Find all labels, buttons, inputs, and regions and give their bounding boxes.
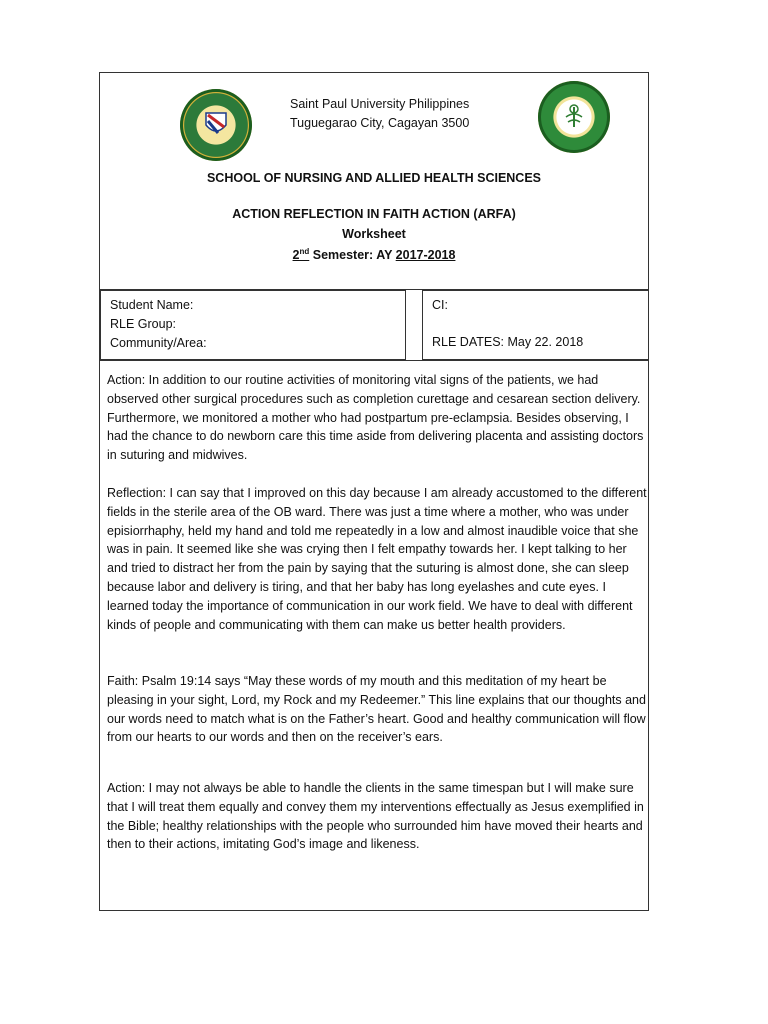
semester-label: Semester: AY (309, 248, 396, 263)
nursing-school-seal-icon (538, 81, 610, 153)
university-seal-icon (180, 89, 252, 161)
school-name: SCHOOL OF NURSING AND ALLIED HEALTH SCIENCES (206, 171, 542, 185)
university-name: Saint Paul University Philippines (290, 97, 470, 111)
student-name-label: Student Name: (110, 298, 194, 312)
semester-line (100, 247, 648, 262)
form-title: ACTION REFLECTION IN FAITH ACTION (ARFA) (232, 207, 516, 221)
academic-year: 2017-2018 (395, 248, 456, 263)
semester-number: 2nd (292, 247, 310, 263)
worksheet-frame (99, 72, 649, 911)
reflection-paragraph: Reflection: I can say that I improved on this day because I am already accustomed to the different fields in the sterile area of the OB ward. There was just a time where a mother, who was under episiorrhaphy, held my hand and told me repeatedly in a low and almost inaudible voice that she was in pain. It seemed like she was crying then I felt empathy towards her. I kept talking to her and tried to distract her from the pain by saying that the suturing is almost done, she can sleep because labor and delivery is tiring, and that her baby has long eyelashes and cute eyes. I learned today the importance of communication in our work field. We have to deal with different kinds of people and communicating with them can make us better health providers. (107, 486, 647, 632)
faith-paragraph: Faith: Psalm 19:14 says “May these words of my mouth and this meditation of my heart be pleasing in your sight, Lord, my Rock and my Redeemer.” This line explains that our thoughts and our words need to match what is on the Father’s heart. Good and healthy communication will flow from our hearts to our words and then on the receiver’s ears. (107, 674, 646, 745)
action-paragraph-2: Action: I may not always be able to handle the clients in the same timespan but I will make sure that I will treat them equally and convey them my interventions effectually as Jesus exemplified in the Bible; healthy relationships with the people who surrounded him have moved their hearts and then to their actions, imitating God’s image and likeness. (107, 781, 644, 852)
clinical-info-box (422, 290, 649, 360)
arfa-body (100, 360, 648, 910)
rle-dates-label: RLE DATES: May 22. 2018 (432, 335, 584, 349)
community-area-label: Community/Area: (110, 336, 207, 350)
rle-group-label: RLE Group: (110, 317, 177, 331)
form-subtitle: Worksheet (342, 227, 406, 241)
university-address: Tuguegarao City, Cagayan 3500 (290, 116, 470, 130)
ci-label: CI: (432, 298, 448, 312)
student-info-box (100, 290, 406, 360)
university-block (290, 95, 469, 133)
action-paragraph-1: Action: In addition to our routine activities of monitoring vital signs of the patients, we had observed other surgical procedures such as completion curettage and cesarean section delivery. Furthermore, we monitored a mother who had postpartum pre-eclampsia. Besides observing, I had the chance to do newborn care this time aside from delivering placenta and assisting doctors in suturing and midwives. (107, 373, 644, 463)
